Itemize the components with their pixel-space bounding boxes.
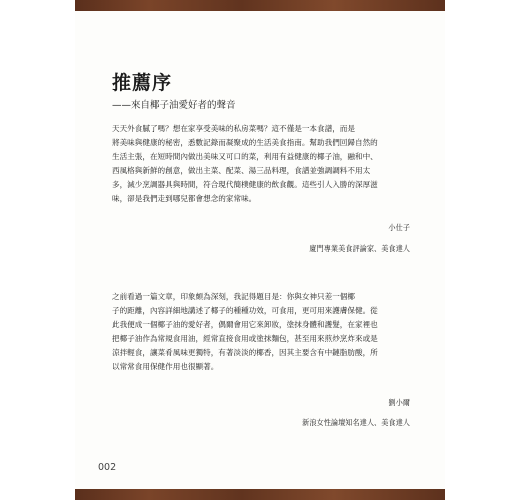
page-subtitle: ——來自椰子油愛好者的聲音	[112, 100, 236, 111]
text-line: 子的距離，內容詳細地講述了椰子的種種功效，可食用，更可用來護膚保健。從	[112, 306, 378, 315]
text-line: 將美味與健康的秘密，悉數記錄而凝聚成的生活美食指南。幫助我們回歸自然的	[112, 138, 378, 147]
text-line: 味，卻是我們走到哪兒都會想念的家常味。	[112, 194, 257, 203]
text-line: 西風格與新鮮的創意，做出主菜、配菜、湯三品料理，食譜並強調調料不用太	[112, 166, 371, 175]
text-line: 之前看過一篇文章，印象頗為深刻，我記得題目是：你與女神只差一個椰	[112, 292, 355, 301]
author-title-2: 新浪女性論壇知名達人、美食達人	[302, 418, 410, 427]
text-line: 多，減少烹調器具與時間，符合現代簡樸健康的飲食觀。這些引人入勝的深厚滋	[112, 180, 378, 189]
wood-border-bottom	[75, 489, 445, 500]
text-line: 天天外食膩了嗎？想在家享受美味的私房菜嗎？這不僅是一本食譜，而是	[112, 124, 355, 133]
wood-border-top	[75, 0, 445, 11]
author-name-2: 劉小爾	[388, 398, 410, 407]
page-title: 推薦序	[112, 72, 173, 94]
text-line: 把椰子油作為常規食用油，經常直接食用或塗抹麵包，甚至用來煎炒烹炸來或是	[112, 334, 378, 343]
author-title-1: 廈門專業美食評論家、美食達人	[309, 244, 410, 253]
text-line: 生活主張，在短時間內做出美味又可口的菜，利用有益健康的椰子油，融和中、	[112, 152, 378, 161]
page-number: 002	[98, 462, 117, 473]
text-line: 涼拌輕食，讓菜肴風味更獨特，有著淡淡的椰香，因其主要含有中鏈脂肪酸，所	[112, 348, 378, 357]
text-line: 以常常食用保健作用也很顯著。	[112, 362, 219, 371]
text-line: 此我便成一個椰子油的愛好者，偶爾會用它來卸妝，塗抹身體和護髮，在家裡也	[112, 320, 378, 329]
foreword-paragraph-1	[112, 122, 412, 206]
foreword-paragraph-2	[112, 290, 412, 374]
author-name-1: 小仕子	[388, 223, 410, 232]
